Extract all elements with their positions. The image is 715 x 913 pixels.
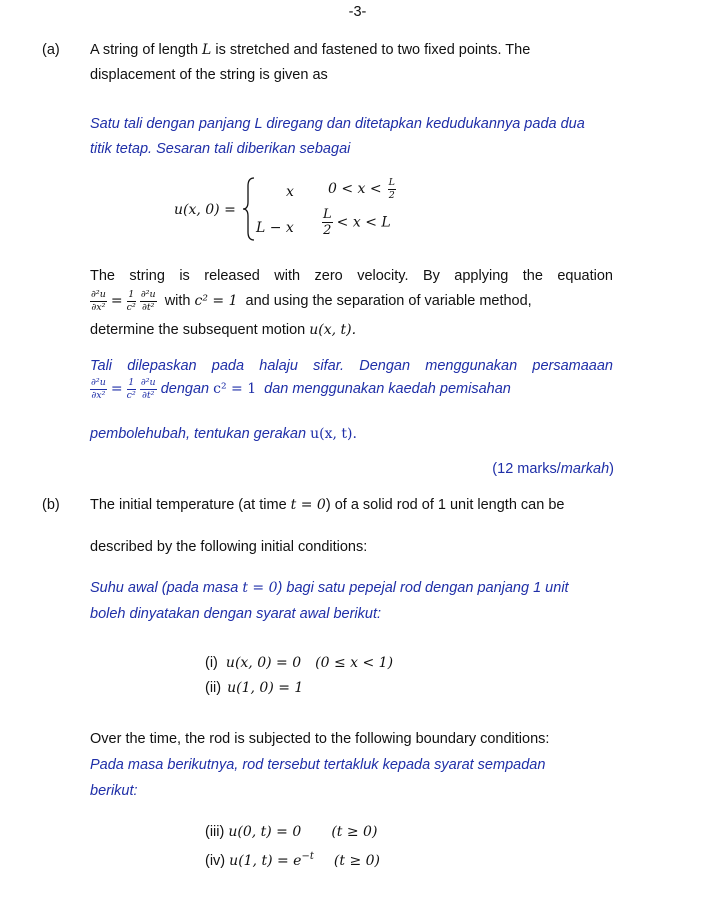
pde-lhs-num: ∂²u <box>91 289 106 300</box>
question-a-my-text-rest: diregang dan ditetapkan kedudukannya pada dua <box>266 116 585 132</box>
piecewise-equation <box>170 174 430 246</box>
motion-function-my: u(x, t). <box>310 426 357 442</box>
pde-coef <box>127 290 136 312</box>
left-brace <box>242 176 256 242</box>
pde-coef-den: c² <box>126 301 136 313</box>
marks-my: markah <box>560 461 610 477</box>
case2-condition <box>322 208 391 237</box>
question-b-label: (b) <box>42 497 60 513</box>
pde-coef-num: 1 <box>128 289 135 300</box>
pde-lhs <box>90 290 107 312</box>
question-b-en-line1 <box>90 497 564 513</box>
equation-lhs: u(x, 0) = <box>174 202 236 218</box>
question-a-en-para2-rest: and using the separation of variable method, <box>245 292 532 309</box>
page-number: -3- <box>348 4 367 20</box>
pde-rhs-den-my: ∂t² <box>141 389 155 401</box>
dengan-word: dengan <box>160 380 210 397</box>
condition-ii <box>205 680 303 696</box>
question-a-my-para2-line1: Tali dilepaskan pada halaju sifar. Dengan menggunakan persamaaan <box>90 358 613 374</box>
condition-i <box>205 655 393 671</box>
length-symbol: L <box>202 42 212 58</box>
case2-fraction-num: L <box>323 207 332 222</box>
question-a-en-line2: displacement of the string is given as <box>90 67 328 83</box>
condition-iv-label: (iv) <box>205 852 226 869</box>
case1-expression: x <box>286 184 294 200</box>
question-a-en-line1 <box>90 42 615 58</box>
condition-ii-label: (ii) <box>205 680 222 696</box>
time-zero: t = 0 <box>290 497 326 513</box>
pde-lhs-num-my: ∂²u <box>91 377 106 388</box>
condition-iii-range: (t ≥ 0) <box>331 824 378 840</box>
question-a-en-text-rest: is stretched and fastened to two fixed points. The <box>215 42 531 58</box>
condition-ii-expression: u(1, 0) = 1 <box>227 680 304 696</box>
question-a-my-line1 <box>90 116 615 132</box>
question-a-en-para2-line1: The string is released with zero velocity. By applying the equation <box>90 268 613 284</box>
question-a-en-para2-line3-text: determine the subsequent motion <box>90 322 306 338</box>
question-a-my-para2-line3-text: pembolehubah, tentukan gerakan <box>90 426 307 442</box>
marks-label <box>492 461 614 477</box>
condition-iv <box>205 851 380 869</box>
question-b-my-text-b: ) bagi satu pepejal rod dengan panjang 1 unit <box>277 580 569 596</box>
question-a-en-text: A string of length <box>90 42 199 58</box>
condition-i-label: (i) <box>205 655 218 671</box>
question-a-my-para2-line2 <box>90 378 613 400</box>
pde-rhs-num-my: ∂²u <box>140 377 156 388</box>
condition-iii <box>205 824 377 840</box>
marks-en: (12 marks/ <box>492 461 561 477</box>
question-b-en-text-b: ) of a solid rod of 1 unit length can be <box>325 497 565 513</box>
question-b-my-line1 <box>90 580 615 596</box>
case2-expression: L − x <box>256 220 294 236</box>
pde-rhs <box>140 290 157 312</box>
pde-coef-den-my: c² <box>126 389 136 401</box>
c-squared-condition-my: c² = 1 <box>213 380 257 397</box>
question-b-my-line3: Pada masa berikutnya, rod tersebut tertakluk kepada syarat sempadan <box>90 757 546 773</box>
case2-condition-right: < x < L <box>336 214 391 231</box>
question-b-en-text-a: The initial temperature (at time <box>90 497 287 513</box>
pde-equals-my: = <box>110 380 123 397</box>
pde-coef-my <box>127 378 136 400</box>
question-a-my-text: Satu tali dengan panjang <box>90 116 251 132</box>
case2-fraction-den: 2 <box>323 223 332 238</box>
condition-iv-range: (t ≥ 0) <box>333 852 380 869</box>
question-b-en-line2: described by the following initial conditions: <box>90 539 368 555</box>
condition-i-range: (0 ≤ x < 1) <box>315 655 394 671</box>
question-b-my-text-a: Suhu awal (pada masa <box>90 580 239 596</box>
pde-lhs-my <box>90 378 107 400</box>
question-a-my-para2-line3 <box>90 426 357 442</box>
pde-coef-num-my: 1 <box>128 377 135 388</box>
condition-i-expression: u(x, 0) = 0 <box>225 655 302 671</box>
case1-fraction-num: L <box>388 177 395 188</box>
question-b-my-line4: berikut: <box>90 783 138 799</box>
pde-rhs-num: ∂²u <box>140 289 156 300</box>
condition-iv-exponent: −t <box>301 851 314 862</box>
pde-equals: = <box>110 292 123 309</box>
length-symbol-my: L <box>254 116 263 132</box>
pde-lhs-den-my: ∂x² <box>91 389 106 401</box>
question-b-en-line3: Over the time, the rod is subjected to the following boundary conditions: <box>90 731 550 747</box>
question-a-en-para2-line2 <box>90 290 613 312</box>
case1-condition-left: 0 < x < <box>328 180 382 197</box>
condition-iv-expression: u(1, t) = e <box>229 852 302 869</box>
case2-fraction <box>322 208 333 237</box>
question-a-my-para2-rest: dan menggunakan kaedah pemisahan <box>264 380 511 397</box>
condition-iii-label: (iii) <box>205 824 225 840</box>
pde-lhs-den: ∂x² <box>91 301 106 313</box>
question-b-my-line2: boleh dinyatakan dengan syarat awal berikut: <box>90 606 381 622</box>
question-a-my-line2: titik tetap. Sesaran tali diberikan sebagai <box>90 141 351 157</box>
marks-close: ) <box>609 461 614 477</box>
with-word: with <box>164 292 191 309</box>
c-squared-condition: c² = 1 <box>194 292 238 309</box>
question-a-en-para2-line3 <box>90 322 356 338</box>
case1-fraction-den: 2 <box>388 189 395 201</box>
case1-condition <box>328 178 396 200</box>
pde-rhs-my <box>140 378 157 400</box>
motion-function: u(x, t). <box>309 322 357 338</box>
pde-rhs-den: ∂t² <box>141 301 155 313</box>
time-zero-my: t = 0 <box>242 580 278 596</box>
case1-fraction <box>388 178 396 200</box>
condition-iii-expression: u(0, t) = 0 <box>228 824 302 840</box>
question-a-label: (a) <box>42 42 60 58</box>
